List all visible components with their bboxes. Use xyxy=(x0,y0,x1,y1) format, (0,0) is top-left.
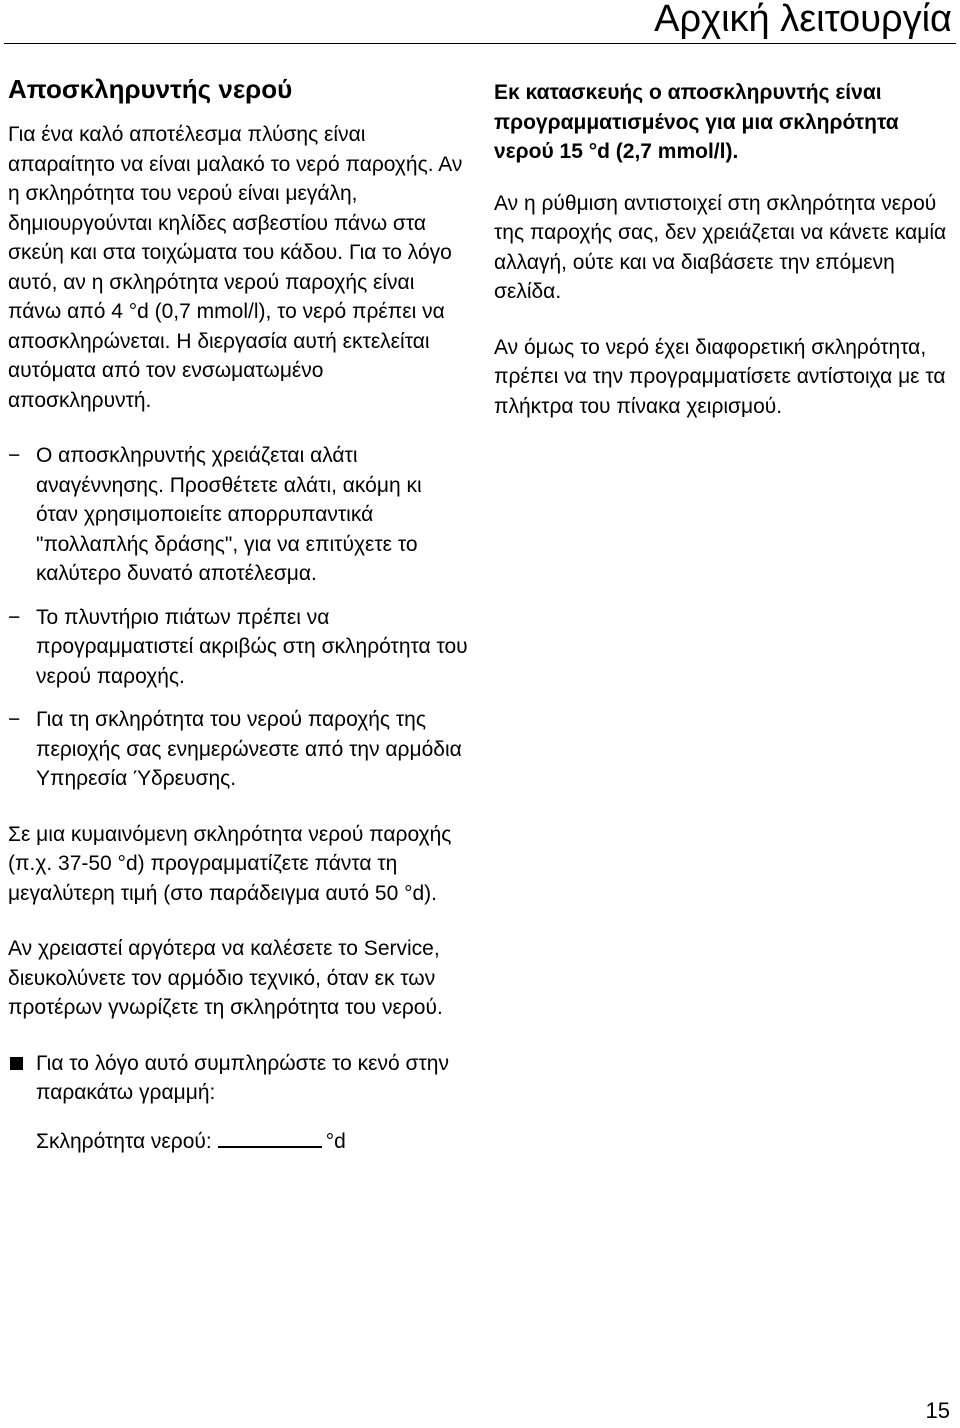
right-column xyxy=(494,78,950,447)
service-paragraph: Αν χρειαστεί αργότερα να καλέσετε το Service, διευκολύνετε τον αρμόδιο τεχνικό, όταν εκ των προτέρων γνωρίζετε τη σκληρότητα του νερού. xyxy=(8,937,443,1019)
dash-bullet: − xyxy=(8,708,21,731)
dash-list-item xyxy=(8,441,468,589)
hardness-blank-field xyxy=(218,1126,322,1148)
dash-bullet: − xyxy=(8,444,21,467)
different-hardness-paragraph: Αν όμως το νερό έχει διαφορετική σκληρότητα, πρέπει να την προγραμματίσετε αντίστοιχα με τα πλήκτρα του πίνακα χειρισμού. xyxy=(494,335,946,418)
page-number: 15 xyxy=(925,1398,950,1423)
water-hardness-fill-line xyxy=(8,1126,468,1157)
dash-list-item xyxy=(8,603,468,692)
square-bullet-icon xyxy=(10,1057,23,1070)
dash-item-text: Το πλυντήριο πιάτων πρέπει να προγραμματιστεί ακριβώς στη σκληρότητα του νερού παροχής. xyxy=(36,605,468,688)
section-title: Αποσκληρυντής νερού xyxy=(8,74,293,104)
header-divider xyxy=(4,43,956,44)
factory-setting-note: Εκ κατασκευής ο αποσκληρυντής είναι προγραμματισμένος για μια σκληρότητα νερού 15 °d (2,7 mmol/l). xyxy=(494,81,899,163)
dash-bullet: − xyxy=(8,605,21,629)
hardness-unit: °d xyxy=(325,1129,346,1153)
matching-setting-paragraph: Αν η ρύθμιση αντιστοιχεί στη σκληρότητα νερού της παροχής σας, δεν χρειάζεται να κάνετε καμία αλλαγή, ούτε και να διαβάσετε την επόμενη σελίδα. xyxy=(494,191,947,303)
action-instruction-text: Για το λόγο αυτό συμπληρώστε το κενό στην παρακάτω γραμμή: xyxy=(36,1051,449,1104)
dash-item-text: Ο αποσκληρυντής χρειάζεται αλάτι αναγέννησης. Προσθέτετε αλάτι, ακόμη κι όταν χρησιμοποιείτε απορρυπαντικά "πολλαπλής δράσης", για να επιτύχετε το καλύτερο δυνατό αποτέλεσμα. xyxy=(36,444,422,585)
fluctuating-hardness-paragraph: Σε μια κυμαινόμενη σκληρότητα νερού παροχής (π.χ. 37-50 °d) προγραμματίζετε πάντα τη μεγαλύτερη τιμή (στο παράδειγμα αυτό 50 °d). xyxy=(8,822,452,905)
hardness-label: Σκληρότητα νερού: xyxy=(36,1129,212,1153)
dash-item-text: Για τη σκληρότητα του νερού παροχής της περιοχής σας ενημερώνεστε από την αρμόδια Υπηρεσία Ύδρευσης. xyxy=(36,708,462,790)
left-column xyxy=(8,72,468,1156)
dash-list-item xyxy=(8,705,468,794)
page-header-title: Αρχική λειτουργία xyxy=(654,0,952,40)
action-instruction xyxy=(8,1049,468,1108)
intro-paragraph: Για ένα καλό αποτέλεσμα πλύσης είναι απαραίτητο να είναι μαλακό το νερό παροχής. Αν η σκληρότητα του νερού είναι μεγάλη, δημιουργούνται κηλίδες ασβεστίου πάνω στα σκεύη και στα τοιχώματα του κάδου. Για το λόγο αυτό, αν η σκληρότητα νερού παροχής είναι πάνω από 4 °d (0,7 mmol/l), το νερό πρέπει να αποσκληρώνεται. Η διεργασία αυτή εκτελείται αυτόματα από τον ενσωματωμένο αποσκληρυντή. xyxy=(8,123,463,412)
